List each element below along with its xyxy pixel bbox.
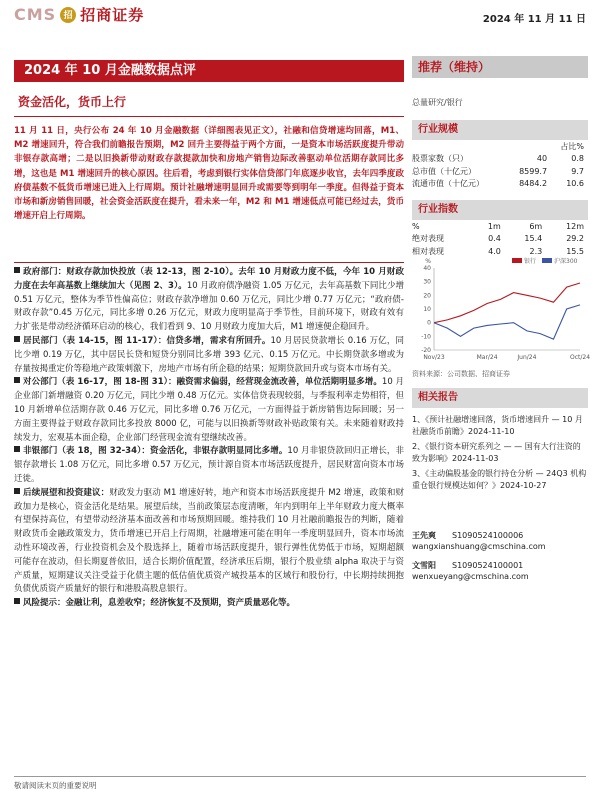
industry-index-section [412,200,588,258]
row-label: 绝对表现 [412,234,444,244]
bullet-square-icon [14,488,20,494]
analyst-id: S1090524100001 [452,561,524,570]
analyst-id: S1090524100006 [452,531,524,540]
x-tick-label: Oct/24 [569,354,591,361]
row-value: 8484.2 [519,179,548,189]
related-report-link[interactable]: 3、《主动偏股基金的银行持仓分析 — 24Q3 机构重仓银行规模达如何？》2024-10-27 [412,469,587,490]
brand-logo [14,4,144,25]
row-label: 股票家数（只） [412,154,468,164]
col-header: 12m [566,221,584,231]
series-line-bank [434,283,580,323]
table-row [412,140,588,153]
bullet-square-icon [14,598,20,604]
y-tick-label: 20 [423,292,431,300]
x-tick-label: Jun/24 [517,354,537,361]
pct-header: 占比% [560,141,584,151]
bullet-body: 10 月企业部门新增融资 0.20 万亿元，同比少增 0.48 万亿元。实体信贷表现较弱，与季报利率走势相符，但 10 月新增单位活期存款 0.46 万亿元，同比多增 0.76 万亿元，一方面得益于新房销售边际回暖；另一方面主要得益于财政存款同比多投放 8000 亿，可能与以旧换新等财政补贴政策有关。未来随着财政持续发力，宏观基本面企稳，企业部门经营现金流有望继续改善。 [14,377,404,443]
legend-label-bank: 银行 [524,258,537,265]
row-label: 总市值（十亿元） [412,166,476,176]
bullet-nonbank [14,445,404,486]
table-row [412,165,588,178]
row-label: 相对表现 [412,246,444,256]
legend-label-index: 沪深300 [554,258,578,265]
analyst-card [412,560,588,582]
report-title: 2024 年 10 月金融数据点评 [14,60,404,82]
bullet-lead: 居民部门（表 14-15，图 11-17）：信贷多增，需求有所回升。 [23,335,271,346]
row-value: 0.4 [488,234,501,244]
series-line-index [434,305,580,339]
related-list [412,408,588,491]
bullet-risk [14,597,404,611]
scale-heading: 行业规模 [412,120,588,140]
analysts-section [412,530,588,582]
x-tick-label: Mar/24 [476,354,498,361]
index-chart [412,254,591,366]
bullet-household [14,335,404,376]
analyst-email[interactable]: wenxueyang@cmschina.com [412,572,529,581]
logo-chinese-name: 招商证券 [80,6,145,24]
x-tick-label: Nov/23 [423,354,445,361]
row-value: 40 [536,154,548,164]
bullet-body: 10 月非银贷款回归正增长，非银存款增长 1.08 万亿元，同比多增 0.57 万亿元，预计源自资本市场活跃度提升，居民财富向资本市场迁徙。 [14,446,404,484]
bullet-lead: 后续展望和投资建议： [23,487,110,498]
y-tick-label: -10 [421,333,431,341]
y-tick-label: -20 [421,347,431,354]
index-heading: 行业指数 [412,200,588,220]
bullet-body: 10 月政府债净融资 1.05 万亿元，去年高基数下同比少增 0.51 万亿元，整体为季节性偏高位；财政存款净增加 0.60 万亿元，同比少增 0.77 万亿元；“政府债-财政存款”0.45 万亿元，同比多增 0.26 万亿元，财政力度明显高于季节性，目前环境下，财政有效有力扩张是带动经济循环启动的核心，我们看到 9、10 月财政力度加大后，M1 增速便企稳回升。 [14,280,404,333]
analyst-name: 文雪阳 [412,561,436,570]
row-value: 15.5 [566,246,584,256]
bullet-body: 财政发力驱动 M1 增速好转，地产和资本市场活跃度提升 M2 增速，政策和财政加力是核心，资金活化是结果。展望后续，当前政策层态度清晰，年内到明年上半年财政力度大概率有望保持高位，有望带动经济基本面改善和市场预期回暖。维持我们 10 月社融前瞻报告的判断，随着财政货币金融政策发力，货币增速已开启上行周期，社融增速可能在明年一季度明显回升，资本市场流动性环境改善，行业投资机会及个股选择上，随着市场活跃度提升，银行弹性优势低于市场，短期超额可能存在波动，但长期夏普依旧，适合长期价值配置，经济承压后期，银行个股业绩 alpha 取决于与资产质量，短期建议关注受益于化债主题的低估值优质资产城投基本的区域行和股份行，中长期持续拥抱负债优质资产质量好的银行和港股高股息银行。 [14,487,404,595]
bullet-outlook [14,487,404,597]
table-row [412,233,588,246]
index-table [412,220,588,258]
bullet-government [14,266,404,335]
footer-note: 敬请阅读末页的重要说明 [14,781,97,790]
col-header: 1m [487,221,501,231]
related-report-link[interactable]: 2、《银行资本研究系列之 — — 国有大行注资的致为影响》2024-11-03 [412,442,581,463]
row-pct: 0.8 [571,154,584,164]
analyst-name: 王先爽 [412,531,436,540]
y-tick-label: 30 [423,278,431,286]
report-date: 2024 年 11 月 11 日 [482,14,586,25]
bullet-square-icon [14,377,20,383]
row-label: 流通市值（十亿元） [412,179,484,189]
report-subtitle: 资金活化，货币上行 [18,95,127,109]
related-report-link[interactable]: 1、《预计社融增速回落，货币增速回升 — 10 月社融货币前瞻》2024-11-10 [412,415,583,436]
bullet-lead: 风险提示：金融让利，息差收窄；经济恢复不及预期，资产质量恶化等。 [23,598,296,609]
industry-label: 总量研究/银行 [412,98,463,107]
rating-banner [412,56,588,78]
table-row [412,220,588,233]
related-reports-section [412,388,588,495]
scale-table [412,140,588,190]
row-pct: 9.7 [571,166,584,176]
y-axis-unit-label: % [425,258,431,265]
logo-emblem-icon: 招 [60,7,76,23]
page-header [0,0,600,30]
bullet-corporate [14,376,404,445]
logo-cms-text: CMS [14,5,57,24]
bullet-lead: 非银部门（表 18，图 32-34）：资金活化，非银存款明显同比多增。 [23,446,288,457]
y-tick-label: 0 [427,319,431,327]
bullet-square-icon [14,336,20,342]
analyst-email[interactable]: wangxianshuang@cmschina.com [412,542,546,551]
row-value: 29.2 [566,234,584,244]
footer-divider [14,776,586,777]
chart-source: 资料来源：公司数据、招商证券 [412,370,510,378]
report-summary: 11 月 11 日，央行公布 24 年 10 月金融数据（详细图表见正文），社融和信贷增速均回落，M1、M2 增速回升，符合我们前瞻报告预期，M2 回升主要得益于两个方面，一是资本市场活跃度提升带动非银存款高增；二是以旧换新带动财政存款提款加快和房地产销售边际改善驱动单位活期存款同比多增，这也是 M1 增速回升的核心原因。往后看，考虑到银行实体信贷部门年底逐步收官，去年四季度政府债基数不低货币增速已进入上行周期。预计社融增速明显回升或需要等到明年一季度。但得益于资本市场和新房销售回暖，社会资金活跃度在提升，看未来一年，M2 和 M1 增速低点可能已经过去，货币增速开启上行周期。 [14,126,404,222]
analysis-bullets [14,266,404,611]
related-heading: 相关报告 [412,388,588,408]
bullet-square-icon [14,446,20,452]
bullet-lead: 政府部门：财政存款加快投放（表 12-13，图 2-10）。去年 10 月财政力度不低，今年 10 月财政力度在去年高基数上继续加大（见图 2、3）。 [14,267,404,291]
chart-svg [412,254,591,366]
bullet-body: 10 月居民贷款增长 0.16 万亿，同比少增 0.19 万亿，其中居民长贷和短贷分别同比多增 393 亿元、0.15 万亿元。中长期贷款多增或为存量按揭重定价等稳地产政策刺激下，房地产市场有所企稳的结果；短期贷款回升或与资本市场有关。 [14,335,404,374]
summary-divider [14,262,404,263]
table-row [412,153,588,166]
subtitle-divider [14,116,404,117]
bullet-lead: 对公部门（表 16-17，图 18-图 31）：融资需求偏弱，经营现金流改善，单位活期明显多增。 [23,377,382,388]
row-value: 8599.7 [519,166,548,176]
row-pct: 10.6 [566,179,584,189]
col-header: % [412,221,420,231]
table-row [412,178,588,191]
col-header: 6m [529,221,543,231]
row-value: 15.4 [524,234,543,244]
bullet-square-icon [14,267,20,273]
analyst-card [412,530,588,552]
row-value: 2.3 [529,246,543,256]
row-value: 4.0 [488,246,501,256]
y-tick-label: 40 [423,265,431,272]
y-tick-label: 10 [423,306,431,313]
industry-scale-section [412,120,588,190]
rating-text: 推荐（维持） [418,60,491,74]
